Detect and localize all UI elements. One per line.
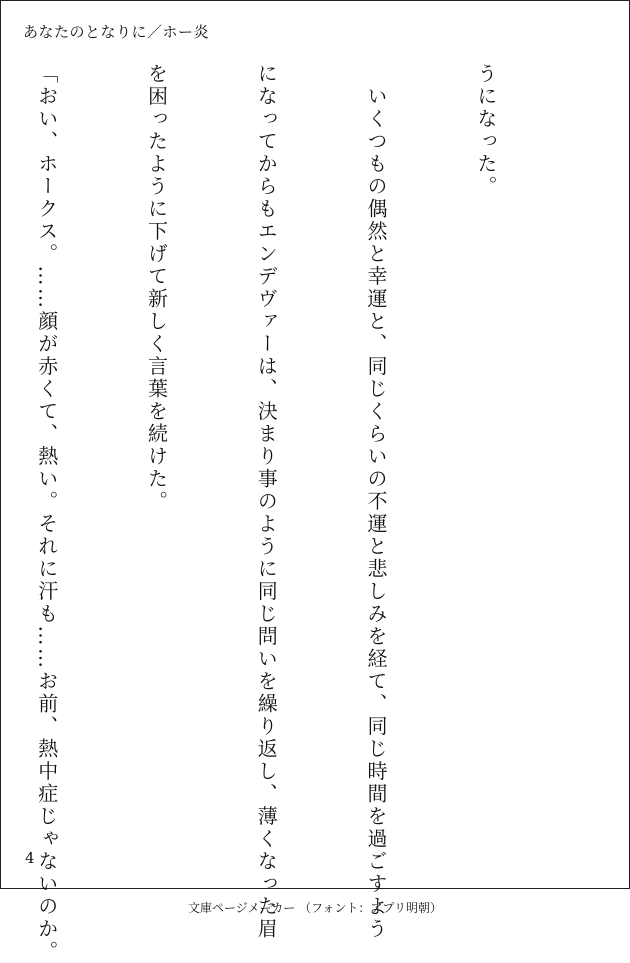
page-header-title: あなたのとなりに／ホー炎	[23, 23, 210, 41]
text-line: 「おい、ホークス。……顔が赤くて、熱い。それに汗も……お前、熱中症じゃないのか。	[34, 63, 59, 963]
text-line: を困ったように下げて新しく言葉を続けた。	[144, 63, 169, 513]
text-line: うになった。	[473, 63, 498, 198]
text-line: いくつもの偶然と幸運と、同じくらいの不運と悲しみを経て、同じ時間を過ごすよう	[364, 63, 389, 941]
footer-credit: 文庫ページメーカー （フォント：アプリ明朝）	[188, 901, 442, 915]
text-line: になってからもエンデヴァーは、決まり事のように同じ問いを繰り返し、薄くなった眉	[254, 63, 279, 941]
page-number: 4	[25, 849, 35, 867]
